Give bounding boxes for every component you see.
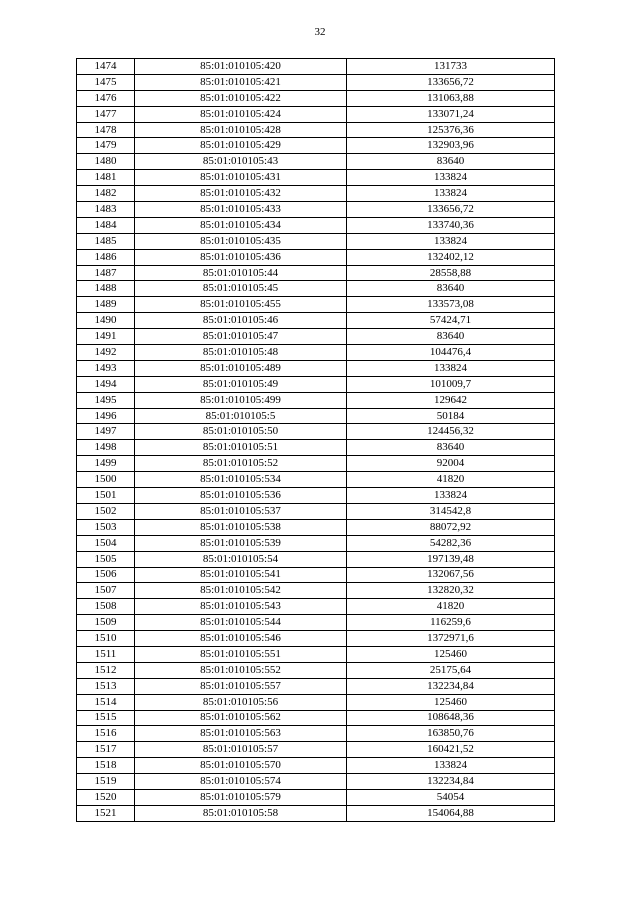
row-number-cell: 1480: [77, 154, 135, 170]
table-row: [77, 170, 555, 186]
row-number-cell: 1479: [77, 138, 135, 154]
row-number-cell: 1507: [77, 583, 135, 599]
value-cell: 57424,71: [347, 313, 555, 329]
row-number-cell: 1491: [77, 329, 135, 345]
table-row: [77, 345, 555, 361]
cadastral-number-cell: 85:01:010105:536: [135, 488, 347, 504]
value-cell: 132234,84: [347, 774, 555, 790]
table-row: [77, 662, 555, 678]
table-row: [77, 233, 555, 249]
row-number-cell: 1486: [77, 249, 135, 265]
value-cell: 108648,36: [347, 710, 555, 726]
cadastral-number-cell: 85:01:010105:420: [135, 59, 347, 75]
row-number-cell: 1477: [77, 106, 135, 122]
value-cell: 131063,88: [347, 90, 555, 106]
value-cell: 50184: [347, 408, 555, 424]
value-cell: 132402,12: [347, 249, 555, 265]
row-number-cell: 1513: [77, 678, 135, 694]
table-row: [77, 90, 555, 106]
value-cell: 133824: [347, 233, 555, 249]
cadastral-number-cell: 85:01:010105:5: [135, 408, 347, 424]
row-number-cell: 1508: [77, 599, 135, 615]
row-number-cell: 1517: [77, 742, 135, 758]
table-row: [77, 329, 555, 345]
table-row: [77, 440, 555, 456]
cadastral-number-cell: 85:01:010105:544: [135, 615, 347, 631]
table-row: [77, 583, 555, 599]
row-number-cell: 1489: [77, 297, 135, 313]
row-number-cell: 1514: [77, 694, 135, 710]
cadastral-number-cell: 85:01:010105:428: [135, 122, 347, 138]
cadastral-number-cell: 85:01:010105:562: [135, 710, 347, 726]
table-body: [77, 59, 555, 822]
cadastral-number-cell: 85:01:010105:421: [135, 74, 347, 90]
row-number-cell: 1478: [77, 122, 135, 138]
cadastral-number-cell: 85:01:010105:45: [135, 281, 347, 297]
row-number-cell: 1483: [77, 202, 135, 218]
value-cell: 131733: [347, 59, 555, 75]
data-table-container: [76, 58, 554, 822]
cadastral-number-cell: 85:01:010105:52: [135, 456, 347, 472]
value-cell: 124456,32: [347, 424, 555, 440]
cadastral-number-cell: 85:01:010105:43: [135, 154, 347, 170]
value-cell: 132903,96: [347, 138, 555, 154]
cadastral-number-cell: 85:01:010105:47: [135, 329, 347, 345]
cadastral-number-cell: 85:01:010105:50: [135, 424, 347, 440]
table-row: [77, 488, 555, 504]
table-row: [77, 74, 555, 90]
table-row: [77, 138, 555, 154]
value-cell: 41820: [347, 472, 555, 488]
value-cell: 28558,88: [347, 265, 555, 281]
row-number-cell: 1504: [77, 535, 135, 551]
table-row: [77, 202, 555, 218]
cadastral-number-cell: 85:01:010105:539: [135, 535, 347, 551]
table-row: [77, 567, 555, 583]
value-cell: 133740,36: [347, 217, 555, 233]
table-row: [77, 408, 555, 424]
table-row: [77, 631, 555, 647]
table-row: [77, 535, 555, 551]
value-cell: 116259,6: [347, 615, 555, 631]
row-number-cell: 1515: [77, 710, 135, 726]
row-number-cell: 1516: [77, 726, 135, 742]
cadastral-value-table: [76, 58, 555, 822]
cadastral-number-cell: 85:01:010105:551: [135, 646, 347, 662]
cadastral-number-cell: 85:01:010105:455: [135, 297, 347, 313]
value-cell: 133824: [347, 186, 555, 202]
row-number-cell: 1499: [77, 456, 135, 472]
cadastral-number-cell: 85:01:010105:552: [135, 662, 347, 678]
cadastral-number-cell: 85:01:010105:546: [135, 631, 347, 647]
table-row: [77, 805, 555, 821]
cadastral-number-cell: 85:01:010105:538: [135, 519, 347, 535]
table-row: [77, 694, 555, 710]
table-row: [77, 376, 555, 392]
row-number-cell: 1484: [77, 217, 135, 233]
value-cell: 83640: [347, 154, 555, 170]
value-cell: 125376,36: [347, 122, 555, 138]
cadastral-number-cell: 85:01:010105:543: [135, 599, 347, 615]
value-cell: 125460: [347, 646, 555, 662]
row-number-cell: 1494: [77, 376, 135, 392]
cadastral-number-cell: 85:01:010105:579: [135, 789, 347, 805]
row-number-cell: 1506: [77, 567, 135, 583]
cadastral-number-cell: 85:01:010105:433: [135, 202, 347, 218]
cadastral-number-cell: 85:01:010105:434: [135, 217, 347, 233]
cadastral-number-cell: 85:01:010105:436: [135, 249, 347, 265]
value-cell: 1372971,6: [347, 631, 555, 647]
table-row: [77, 472, 555, 488]
table-row: [77, 774, 555, 790]
row-number-cell: 1481: [77, 170, 135, 186]
value-cell: 133824: [347, 360, 555, 376]
row-number-cell: 1475: [77, 74, 135, 90]
value-cell: 132820,32: [347, 583, 555, 599]
table-row: [77, 360, 555, 376]
table-row: [77, 106, 555, 122]
cadastral-number-cell: 85:01:010105:49: [135, 376, 347, 392]
table-row: [77, 217, 555, 233]
table-row: [77, 392, 555, 408]
row-number-cell: 1511: [77, 646, 135, 662]
value-cell: 133824: [347, 170, 555, 186]
row-number-cell: 1503: [77, 519, 135, 535]
table-row: [77, 456, 555, 472]
cadastral-number-cell: 85:01:010105:432: [135, 186, 347, 202]
row-number-cell: 1485: [77, 233, 135, 249]
table-row: [77, 424, 555, 440]
cadastral-number-cell: 85:01:010105:499: [135, 392, 347, 408]
table-row: [77, 186, 555, 202]
table-row: [77, 758, 555, 774]
table-row: [77, 154, 555, 170]
value-cell: 83640: [347, 281, 555, 297]
cadastral-number-cell: 85:01:010105:542: [135, 583, 347, 599]
row-number-cell: 1492: [77, 345, 135, 361]
value-cell: 133573,08: [347, 297, 555, 313]
row-number-cell: 1474: [77, 59, 135, 75]
value-cell: 41820: [347, 599, 555, 615]
row-number-cell: 1487: [77, 265, 135, 281]
value-cell: 104476,4: [347, 345, 555, 361]
row-number-cell: 1498: [77, 440, 135, 456]
row-number-cell: 1502: [77, 503, 135, 519]
value-cell: 83640: [347, 329, 555, 345]
cadastral-number-cell: 85:01:010105:431: [135, 170, 347, 186]
row-number-cell: 1476: [77, 90, 135, 106]
table-row: [77, 297, 555, 313]
cadastral-number-cell: 85:01:010105:557: [135, 678, 347, 694]
value-cell: 132234,84: [347, 678, 555, 694]
cadastral-number-cell: 85:01:010105:534: [135, 472, 347, 488]
table-row: [77, 281, 555, 297]
row-number-cell: 1500: [77, 472, 135, 488]
table-row: [77, 551, 555, 567]
row-number-cell: 1512: [77, 662, 135, 678]
table-row: [77, 519, 555, 535]
cadastral-number-cell: 85:01:010105:56: [135, 694, 347, 710]
row-number-cell: 1482: [77, 186, 135, 202]
row-number-cell: 1493: [77, 360, 135, 376]
cadastral-number-cell: 85:01:010105:48: [135, 345, 347, 361]
value-cell: 88072,92: [347, 519, 555, 535]
row-number-cell: 1521: [77, 805, 135, 821]
table-row: [77, 678, 555, 694]
value-cell: 133824: [347, 488, 555, 504]
value-cell: 314542,8: [347, 503, 555, 519]
value-cell: 133656,72: [347, 202, 555, 218]
value-cell: 160421,52: [347, 742, 555, 758]
cadastral-number-cell: 85:01:010105:435: [135, 233, 347, 249]
table-row: [77, 615, 555, 631]
row-number-cell: 1495: [77, 392, 135, 408]
value-cell: 129642: [347, 392, 555, 408]
page-number: 32: [314, 26, 326, 38]
table-row: [77, 249, 555, 265]
value-cell: 25175,64: [347, 662, 555, 678]
row-number-cell: 1519: [77, 774, 135, 790]
cadastral-number-cell: 85:01:010105:46: [135, 313, 347, 329]
row-number-cell: 1518: [77, 758, 135, 774]
cadastral-number-cell: 85:01:010105:57: [135, 742, 347, 758]
cadastral-number-cell: 85:01:010105:44: [135, 265, 347, 281]
row-number-cell: 1501: [77, 488, 135, 504]
row-number-cell: 1488: [77, 281, 135, 297]
value-cell: 197139,48: [347, 551, 555, 567]
value-cell: 54282,36: [347, 535, 555, 551]
cadastral-number-cell: 85:01:010105:429: [135, 138, 347, 154]
value-cell: 54054: [347, 789, 555, 805]
cadastral-number-cell: 85:01:010105:422: [135, 90, 347, 106]
cadastral-number-cell: 85:01:010105:541: [135, 567, 347, 583]
row-number-cell: 1497: [77, 424, 135, 440]
table-row: [77, 646, 555, 662]
table-row: [77, 599, 555, 615]
row-number-cell: 1496: [77, 408, 135, 424]
table-row: [77, 710, 555, 726]
value-cell: 163850,76: [347, 726, 555, 742]
cadastral-number-cell: 85:01:010105:537: [135, 503, 347, 519]
row-number-cell: 1505: [77, 551, 135, 567]
table-row: [77, 742, 555, 758]
value-cell: 132067,56: [347, 567, 555, 583]
row-number-cell: 1490: [77, 313, 135, 329]
row-number-cell: 1510: [77, 631, 135, 647]
value-cell: 133824: [347, 758, 555, 774]
table-row: [77, 265, 555, 281]
value-cell: 133071,24: [347, 106, 555, 122]
value-cell: 83640: [347, 440, 555, 456]
cadastral-number-cell: 85:01:010105:58: [135, 805, 347, 821]
value-cell: 125460: [347, 694, 555, 710]
value-cell: 92004: [347, 456, 555, 472]
table-row: [77, 122, 555, 138]
cadastral-number-cell: 85:01:010105:54: [135, 551, 347, 567]
value-cell: 133656,72: [347, 74, 555, 90]
value-cell: 101009,7: [347, 376, 555, 392]
row-number-cell: 1520: [77, 789, 135, 805]
table-row: [77, 313, 555, 329]
cadastral-number-cell: 85:01:010105:51: [135, 440, 347, 456]
table-row: [77, 726, 555, 742]
table-row: [77, 59, 555, 75]
cadastral-number-cell: 85:01:010105:563: [135, 726, 347, 742]
value-cell: 154064,88: [347, 805, 555, 821]
row-number-cell: 1509: [77, 615, 135, 631]
table-row: [77, 789, 555, 805]
cadastral-number-cell: 85:01:010105:489: [135, 360, 347, 376]
cadastral-number-cell: 85:01:010105:574: [135, 774, 347, 790]
cadastral-number-cell: 85:01:010105:570: [135, 758, 347, 774]
table-row: [77, 503, 555, 519]
cadastral-number-cell: 85:01:010105:424: [135, 106, 347, 122]
